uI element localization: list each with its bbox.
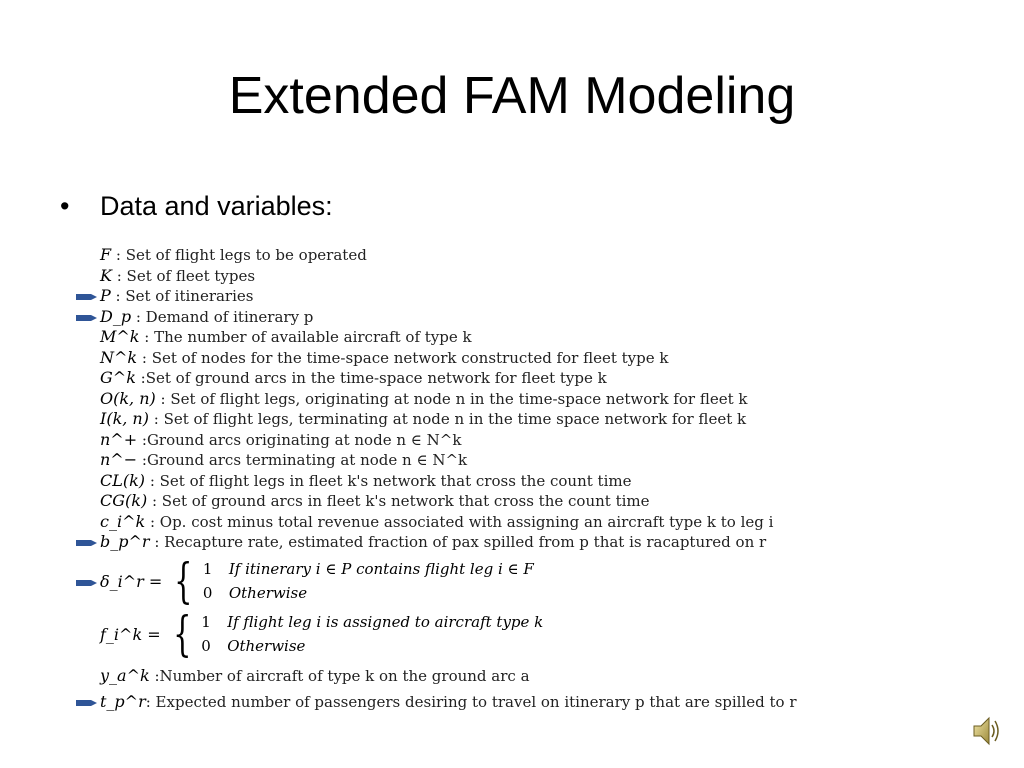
definition-text: : Set of flight legs, originating at node n in the time-space network for fleet k (155, 389, 748, 408)
case-value: 0 (201, 637, 211, 655)
definition-row (100, 532, 766, 552)
definition-text: : Expected number of passengers desiring to travel on itinerary p that are spilled to r (145, 693, 797, 711)
definition-text: :Ground arcs terminating at node n ∈ N^k (137, 451, 468, 469)
bullet-dot: • (60, 191, 70, 221)
arrow-marker-icon (76, 579, 98, 587)
case-line (201, 634, 543, 658)
case-line (203, 581, 534, 605)
definition-symbol: b_p^r (100, 532, 150, 551)
definition-symbol: I(k, n) (100, 409, 149, 428)
definition-symbol: D_p (100, 306, 132, 326)
definition-row (100, 266, 255, 286)
definition-symbol: CG(k) (100, 491, 148, 510)
definition-row (100, 430, 461, 450)
definition-symbol: t_p^r (100, 692, 146, 711)
definition-text: : Set of fleet types (111, 266, 256, 285)
case-condition: Otherwise (228, 584, 308, 602)
definition-text: : Set of flight legs in fleet k's network that cross the count time (145, 471, 632, 490)
definition-text: :Number of aircraft of type k on the ground arc a (149, 667, 530, 685)
case-line (201, 610, 543, 634)
speaker-icon[interactable] (972, 714, 1002, 748)
arrow-marker-icon (76, 293, 98, 301)
brace: { (172, 606, 192, 662)
definition-row (100, 512, 773, 532)
definition-row (100, 692, 797, 712)
case-value: 0 (202, 584, 213, 602)
definition-text: :Ground arcs originating at node n ∈ N^k (137, 430, 462, 449)
definition-symbol: M^k (100, 327, 140, 346)
definition-symbol: P (100, 286, 111, 305)
definition-symbol: c_i^k (100, 511, 146, 531)
definition-text: :Set of ground arcs in the time-space network for fleet type k (135, 369, 607, 387)
case-condition: If flight leg i is assigned to aircraft type k (227, 613, 544, 631)
arrow-marker-icon (76, 539, 98, 547)
definition-row (100, 389, 747, 409)
definition-text: : Set of flight legs to be operated (111, 246, 367, 264)
definition-row (100, 327, 472, 347)
piecewise-symbol: f_i^k = (100, 624, 161, 644)
definition-row (100, 348, 668, 368)
brace: { (174, 553, 193, 609)
definition-symbol: CL(k) (100, 470, 146, 490)
bullet-text: Data and variables: (100, 191, 333, 221)
definition-row (100, 491, 650, 511)
definition-symbol: n^− (100, 450, 138, 469)
case-line (203, 557, 534, 581)
piecewise-symbol: δ_i^r = (100, 571, 163, 591)
case-condition: Otherwise (227, 637, 306, 655)
definition-symbol: G^k (100, 368, 136, 387)
definition-row (100, 245, 367, 265)
definition-row (100, 307, 313, 327)
arrow-marker-icon (76, 699, 98, 707)
piecewise-definition (100, 553, 534, 609)
definition-row (100, 471, 631, 491)
definition-symbol: O(k, n) (100, 388, 156, 408)
slide-title: Extended FAM Modeling (228, 67, 796, 125)
definition-row (100, 666, 530, 686)
definition-text: : Recapture rate, estimated fraction of pax spilled from p that is racaptured on r (149, 533, 767, 551)
definition-text: : Set of flight legs, terminating at node n in the time space network for fleet k (148, 410, 747, 428)
definition-row (100, 368, 607, 388)
bullet-item (60, 186, 333, 226)
definition-text: : Set of nodes for the time-space network constructed for fleet type k (137, 348, 669, 367)
definition-row (100, 409, 746, 429)
case-condition: If itinerary i ∈ P contains flight leg i ∈ F (228, 560, 534, 578)
definition-row (100, 450, 467, 470)
piecewise-definition (100, 606, 544, 662)
definition-row (100, 286, 253, 306)
definition-text: : Set of ground arcs in fleet k's network that cross the count time (147, 492, 650, 510)
case-value: 1 (202, 560, 213, 578)
definition-text: : Op. cost minus total revenue associated with assigning an aircraft type k to leg i (145, 512, 774, 531)
definition-text: : Demand of itinerary p (131, 307, 314, 326)
definition-text: : The number of available aircraft of type k (139, 328, 472, 346)
definition-symbol: y_a^k (100, 666, 150, 685)
definition-symbol: K (100, 265, 112, 285)
definition-symbol: n^+ (100, 429, 138, 449)
definition-symbol: F (100, 245, 112, 264)
definition-symbol: N^k (100, 347, 138, 367)
arrow-marker-icon (76, 314, 98, 322)
definition-text: : Set of itineraries (110, 287, 254, 305)
case-value: 1 (201, 613, 211, 631)
